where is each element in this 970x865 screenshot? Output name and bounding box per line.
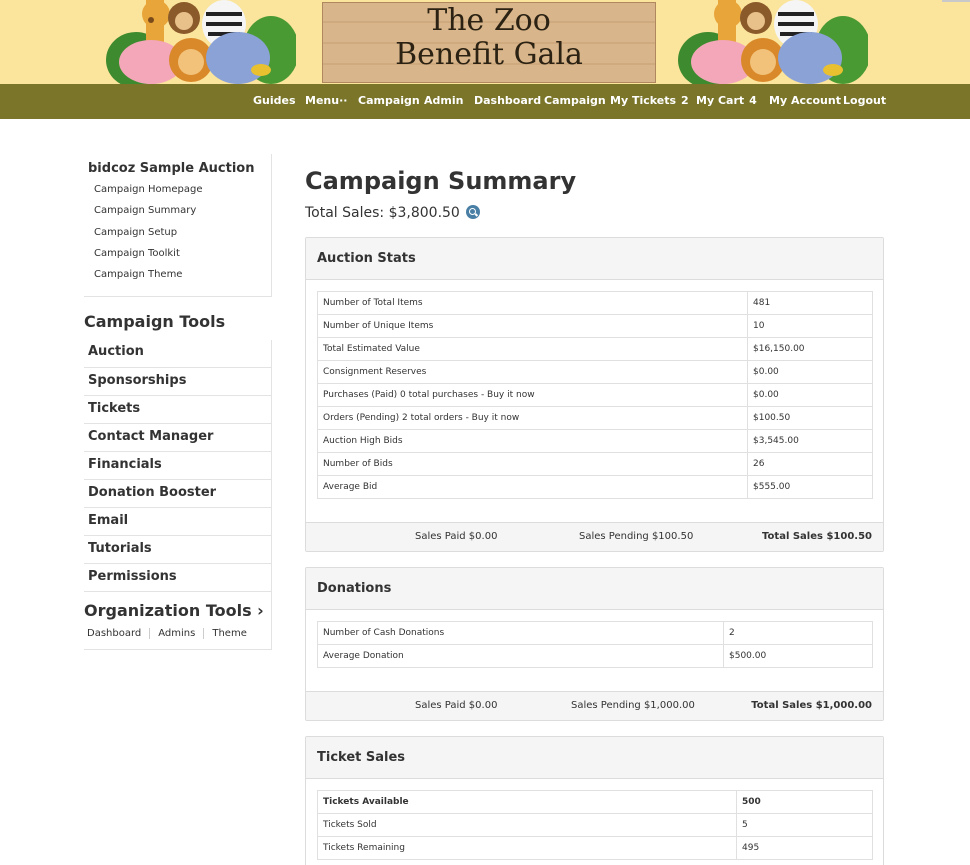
campaign-tools-title: Campaign Tools [84, 312, 226, 331]
auction-stats-table [317, 291, 873, 499]
row-value: 500 [737, 791, 873, 814]
auction-stats-title: Auction Stats [306, 238, 883, 280]
ticket-sales-panel [305, 736, 884, 865]
nav-my-tickets-label: My Tickets [610, 94, 677, 107]
donations-panel [305, 567, 884, 721]
donations-footer [306, 691, 883, 720]
nav-admin[interactable]: Admin [424, 94, 464, 107]
campaign-setup-link[interactable]: Campaign Setup [94, 227, 178, 238]
nav-my-account[interactable]: My Account [769, 94, 841, 107]
table-row [318, 622, 873, 645]
tool-email[interactable]: Email [84, 508, 271, 536]
nav-guides[interactable]: Guides [253, 94, 296, 107]
table-row [318, 292, 873, 315]
row-value: $0.00 [748, 384, 873, 407]
nav-logout[interactable]: Logout [843, 94, 887, 107]
ticket-sales-table [317, 790, 873, 860]
row-label: Number of Bids [318, 453, 748, 476]
row-label: Number of Cash Donations [318, 622, 724, 645]
donations-table [317, 621, 873, 668]
table-row [318, 476, 873, 499]
table-row [318, 407, 873, 430]
org-tools-title[interactable] [84, 601, 264, 620]
table-row [318, 315, 873, 338]
table-row [318, 453, 873, 476]
row-label: Tickets Available [318, 791, 737, 814]
row-label: Total Estimated Value [318, 338, 748, 361]
zoo-animals-illustration [106, 0, 296, 84]
auction-stats-panel [305, 237, 884, 552]
nav-menu[interactable]: Menu·· [305, 94, 348, 107]
row-label: Tickets Remaining [318, 837, 737, 860]
row-value: 26 [748, 453, 873, 476]
event-title [322, 4, 656, 72]
table-row [318, 814, 873, 837]
campaign-toolkit-link[interactable]: Campaign Toolkit [94, 248, 180, 259]
row-value: 10 [748, 315, 873, 338]
row-value: $100.50 [748, 407, 873, 430]
row-label: Consignment Reserves [318, 361, 748, 384]
org-dashboard-link[interactable]: Dashboard [87, 628, 142, 639]
tool-donation-booster[interactable]: Donation Booster [84, 480, 271, 508]
row-value: 5 [737, 814, 873, 837]
event-title-line2: Benefit Gala [395, 37, 583, 72]
row-value: 2 [724, 622, 873, 645]
magnify-icon[interactable] [466, 205, 480, 219]
nav-my-tickets[interactable] [610, 94, 689, 107]
tool-contact-manager[interactable]: Contact Manager [84, 424, 271, 452]
zoo-animals-illustration-right [678, 0, 868, 84]
banner-edge [942, 0, 970, 2]
tool-sponsorships[interactable]: Sponsorships [84, 368, 271, 396]
auction-name: bidcoz Sample Auction [88, 161, 255, 176]
table-row [318, 791, 873, 814]
total-sales-text: Total Sales: $3,800.50 [305, 205, 460, 221]
sidebar [84, 154, 272, 639]
row-value: 495 [737, 837, 873, 860]
organization-tools [84, 588, 272, 650]
row-label: Auction High Bids [318, 430, 748, 453]
org-theme-link[interactable]: Theme [203, 628, 255, 639]
top-nav [0, 84, 970, 119]
table-row [318, 837, 873, 860]
nav-campaign[interactable]: Campaign [358, 94, 420, 107]
ticket-sales-title: Ticket Sales [306, 737, 883, 779]
tool-financials[interactable]: Financials [84, 452, 271, 480]
tool-tickets[interactable]: Tickets [84, 396, 271, 424]
row-label: Tickets Sold [318, 814, 737, 837]
sales-paid: Sales Paid $0.00 [415, 700, 498, 711]
row-value: 481 [748, 292, 873, 315]
nav-campaign-2[interactable]: Campaign [544, 94, 606, 107]
row-label: Number of Total Items [318, 292, 748, 315]
campaign-homepage-link[interactable]: Campaign Homepage [94, 184, 203, 195]
table-row [318, 430, 873, 453]
org-tools-title-label: Organization Tools [84, 601, 252, 620]
sales-pending: Sales Pending $100.50 [579, 531, 694, 542]
tool-auction[interactable]: Auction [84, 340, 271, 368]
nav-my-cart[interactable] [696, 94, 757, 107]
page-title: Campaign Summary [305, 167, 577, 195]
cart-count-badge: 4 [749, 94, 757, 107]
total-sales: Total Sales $1,000.00 [751, 700, 872, 711]
org-links [87, 628, 255, 639]
chevron-right-icon: › [257, 601, 264, 620]
donations-title: Donations [306, 568, 883, 610]
row-value: $0.00 [748, 361, 873, 384]
row-value: $16,150.00 [748, 338, 873, 361]
nav-dashboard[interactable]: Dashboard [474, 94, 542, 107]
campaign-summary-link[interactable]: Campaign Summary [94, 205, 197, 216]
table-row [318, 338, 873, 361]
tickets-count-badge: 2 [681, 94, 689, 107]
row-label: Purchases (Paid) 0 total purchases - Buy it now [318, 384, 748, 407]
sales-pending: Sales Pending $1,000.00 [571, 700, 695, 711]
sales-paid: Sales Paid $0.00 [415, 531, 498, 542]
row-label: Average Bid [318, 476, 748, 499]
row-value: $3,545.00 [748, 430, 873, 453]
row-label: Number of Unique Items [318, 315, 748, 338]
row-label: Orders (Pending) 2 total orders - Buy it now [318, 407, 748, 430]
table-row [318, 384, 873, 407]
campaign-menu [84, 154, 272, 297]
tool-permissions[interactable]: Permissions [84, 564, 271, 592]
tool-tutorials[interactable]: Tutorials [84, 536, 271, 564]
row-label: Average Donation [318, 645, 724, 668]
total-sales-summary [305, 205, 480, 221]
row-value: $500.00 [724, 645, 873, 668]
header-banner [0, 0, 970, 84]
nav-my-cart-label: My Cart [696, 94, 745, 107]
auction-stats-footer [306, 522, 883, 551]
campaign-theme-link[interactable]: Campaign Theme [94, 269, 183, 280]
campaign-tools-list [84, 340, 272, 592]
table-row [318, 645, 873, 668]
row-value: $555.00 [748, 476, 873, 499]
table-row [318, 361, 873, 384]
org-admins-link[interactable]: Admins [149, 628, 203, 639]
event-title-line1: The Zoo [427, 3, 551, 38]
total-sales: Total Sales $100.50 [762, 531, 872, 542]
